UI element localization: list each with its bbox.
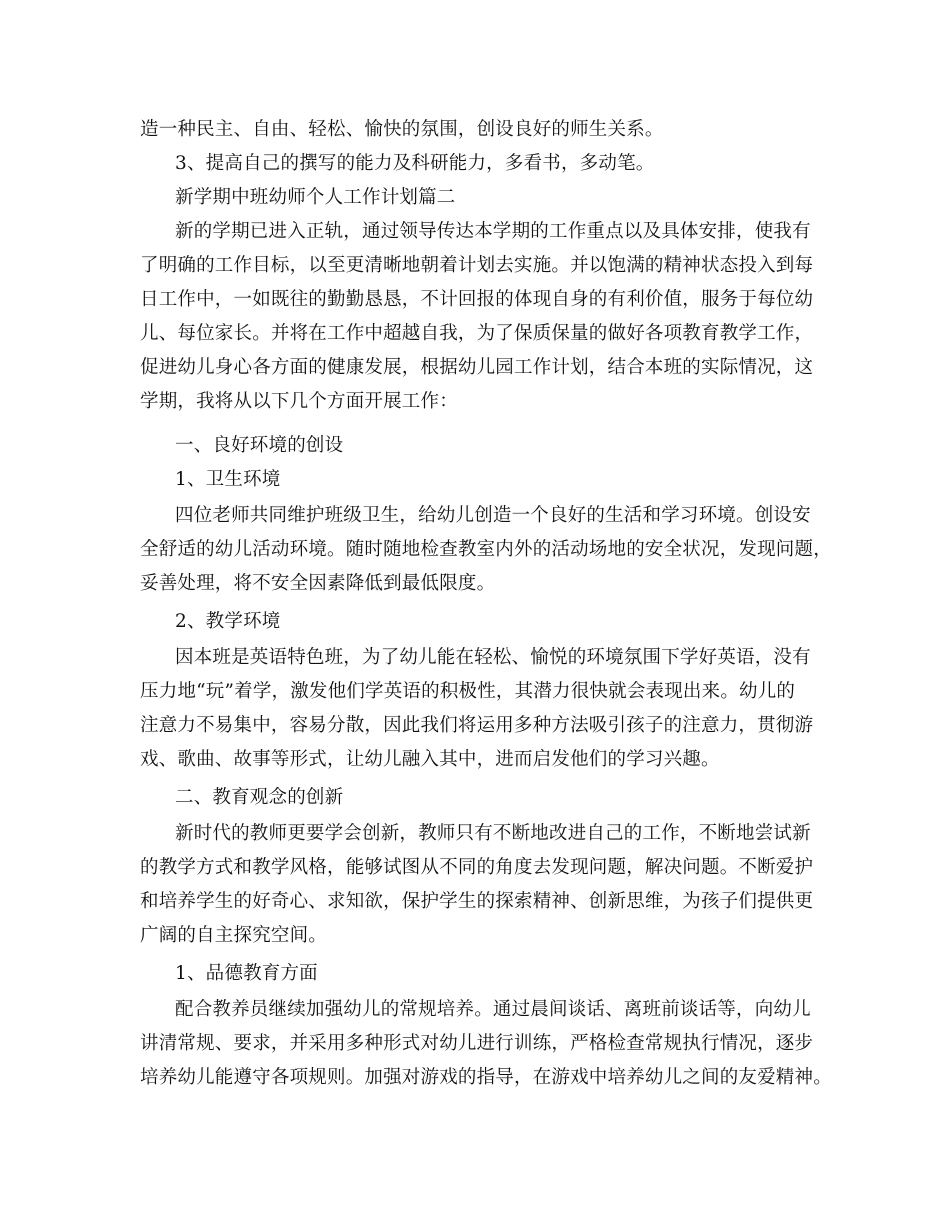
paragraph-line: 新的学期已进入正轨，通过领导传达本学期的工作重点以及具体安排，使我有	[175, 221, 811, 242]
paragraph-line: 注意力不易集中，容易分散，因此我们将运用多种方法吸引孩子的注意力，贯彻游	[140, 715, 814, 736]
paragraph-line: 新时代的教师更要学会创新，教师只有不断地改进自己的工作，不断地尝试新	[175, 823, 811, 844]
paragraph-line: 讲清常规、要求，并采用多种形式对幼儿进行训练，严格检查常规执行情况，逐步	[140, 1033, 814, 1054]
paragraph-line: 造一种民主、自由、轻松、愉快的氛围，创设良好的师生关系。	[140, 119, 664, 140]
paragraph-line: 培养幼儿能遵守各项规则。加强对游戏的指导，在游戏中培养幼儿之间的友爱精神。	[140, 1067, 832, 1088]
paragraph-line: 学期，我将从以下几个方面开展工作：	[140, 391, 458, 412]
subheading-line: 1、品德教育方面	[175, 963, 318, 984]
paragraph-line: 四位老师共同维护班级卫生，给幼儿创造一个良好的生活和学习环境。创设安	[175, 505, 811, 526]
paragraph-line: 了明确的工作目标，以至更清晰地朝着计划去实施。并以饱满的精神状态投入到每	[140, 255, 814, 276]
paragraph-line: 广阔的自主探究空间。	[140, 925, 328, 946]
list-item-line: 3、提高自己的撰写的能力及科研能力，多看书，多动笔。	[175, 153, 655, 174]
heading-line: 二、教育观念的创新	[175, 787, 344, 808]
paragraph-line: 戏、歌曲、故事等形式，让幼儿融入其中，进而启发他们的学习兴趣。	[140, 749, 720, 770]
paragraph-line: 的教学方式和教学风格，能够试图从不同的角度去发现问题，解决问题。不断爱护	[140, 857, 814, 878]
subheading-line: 2、教学环境	[175, 611, 281, 632]
paragraph-line: 配合教养员继续加强幼儿的常规培养。通过晨间谈话、离班前谈话等，向幼儿	[175, 999, 811, 1020]
paragraph-line: 促进幼儿身心各方面的健康发展，根据幼儿园工作计划，结合本班的实际情况，这	[140, 357, 814, 378]
heading-line: 一、良好环境的创设	[175, 435, 344, 456]
paragraph-line: 妥善处理，将不安全因素降低到最低限度。	[140, 573, 496, 594]
paragraph-line: 儿、每位家长。并将在工作中超越自我，为了保质保量的做好各项教育教学工作，	[140, 323, 814, 344]
paragraph-line: 全舒适的幼儿活动环境。随时随地检查教室内外的活动场地的安全状况，发现问题，	[140, 539, 832, 560]
subheading-line: 1、卫生环境	[175, 469, 281, 490]
paragraph-line: 因本班是英语特色班，为了幼儿能在轻松、愉悦的环境氛围下学好英语，没有	[175, 647, 811, 668]
paragraph-line: 日工作中，一如既往的勤勤恳恳，不计回报的体现自身的有利价值，服务于每位幼	[140, 289, 814, 310]
paragraph-line: 压力地“玩”着学，激发他们学英语的积极性，其潜力很快就会表现出来。幼儿的	[140, 681, 796, 702]
section-title: 新学期中班幼师个人工作计划篇二	[175, 187, 456, 208]
paragraph-line: 和培养学生的好奇心、求知欲，保护学生的探索精神、创新思维，为孩子们提供更	[140, 891, 814, 912]
